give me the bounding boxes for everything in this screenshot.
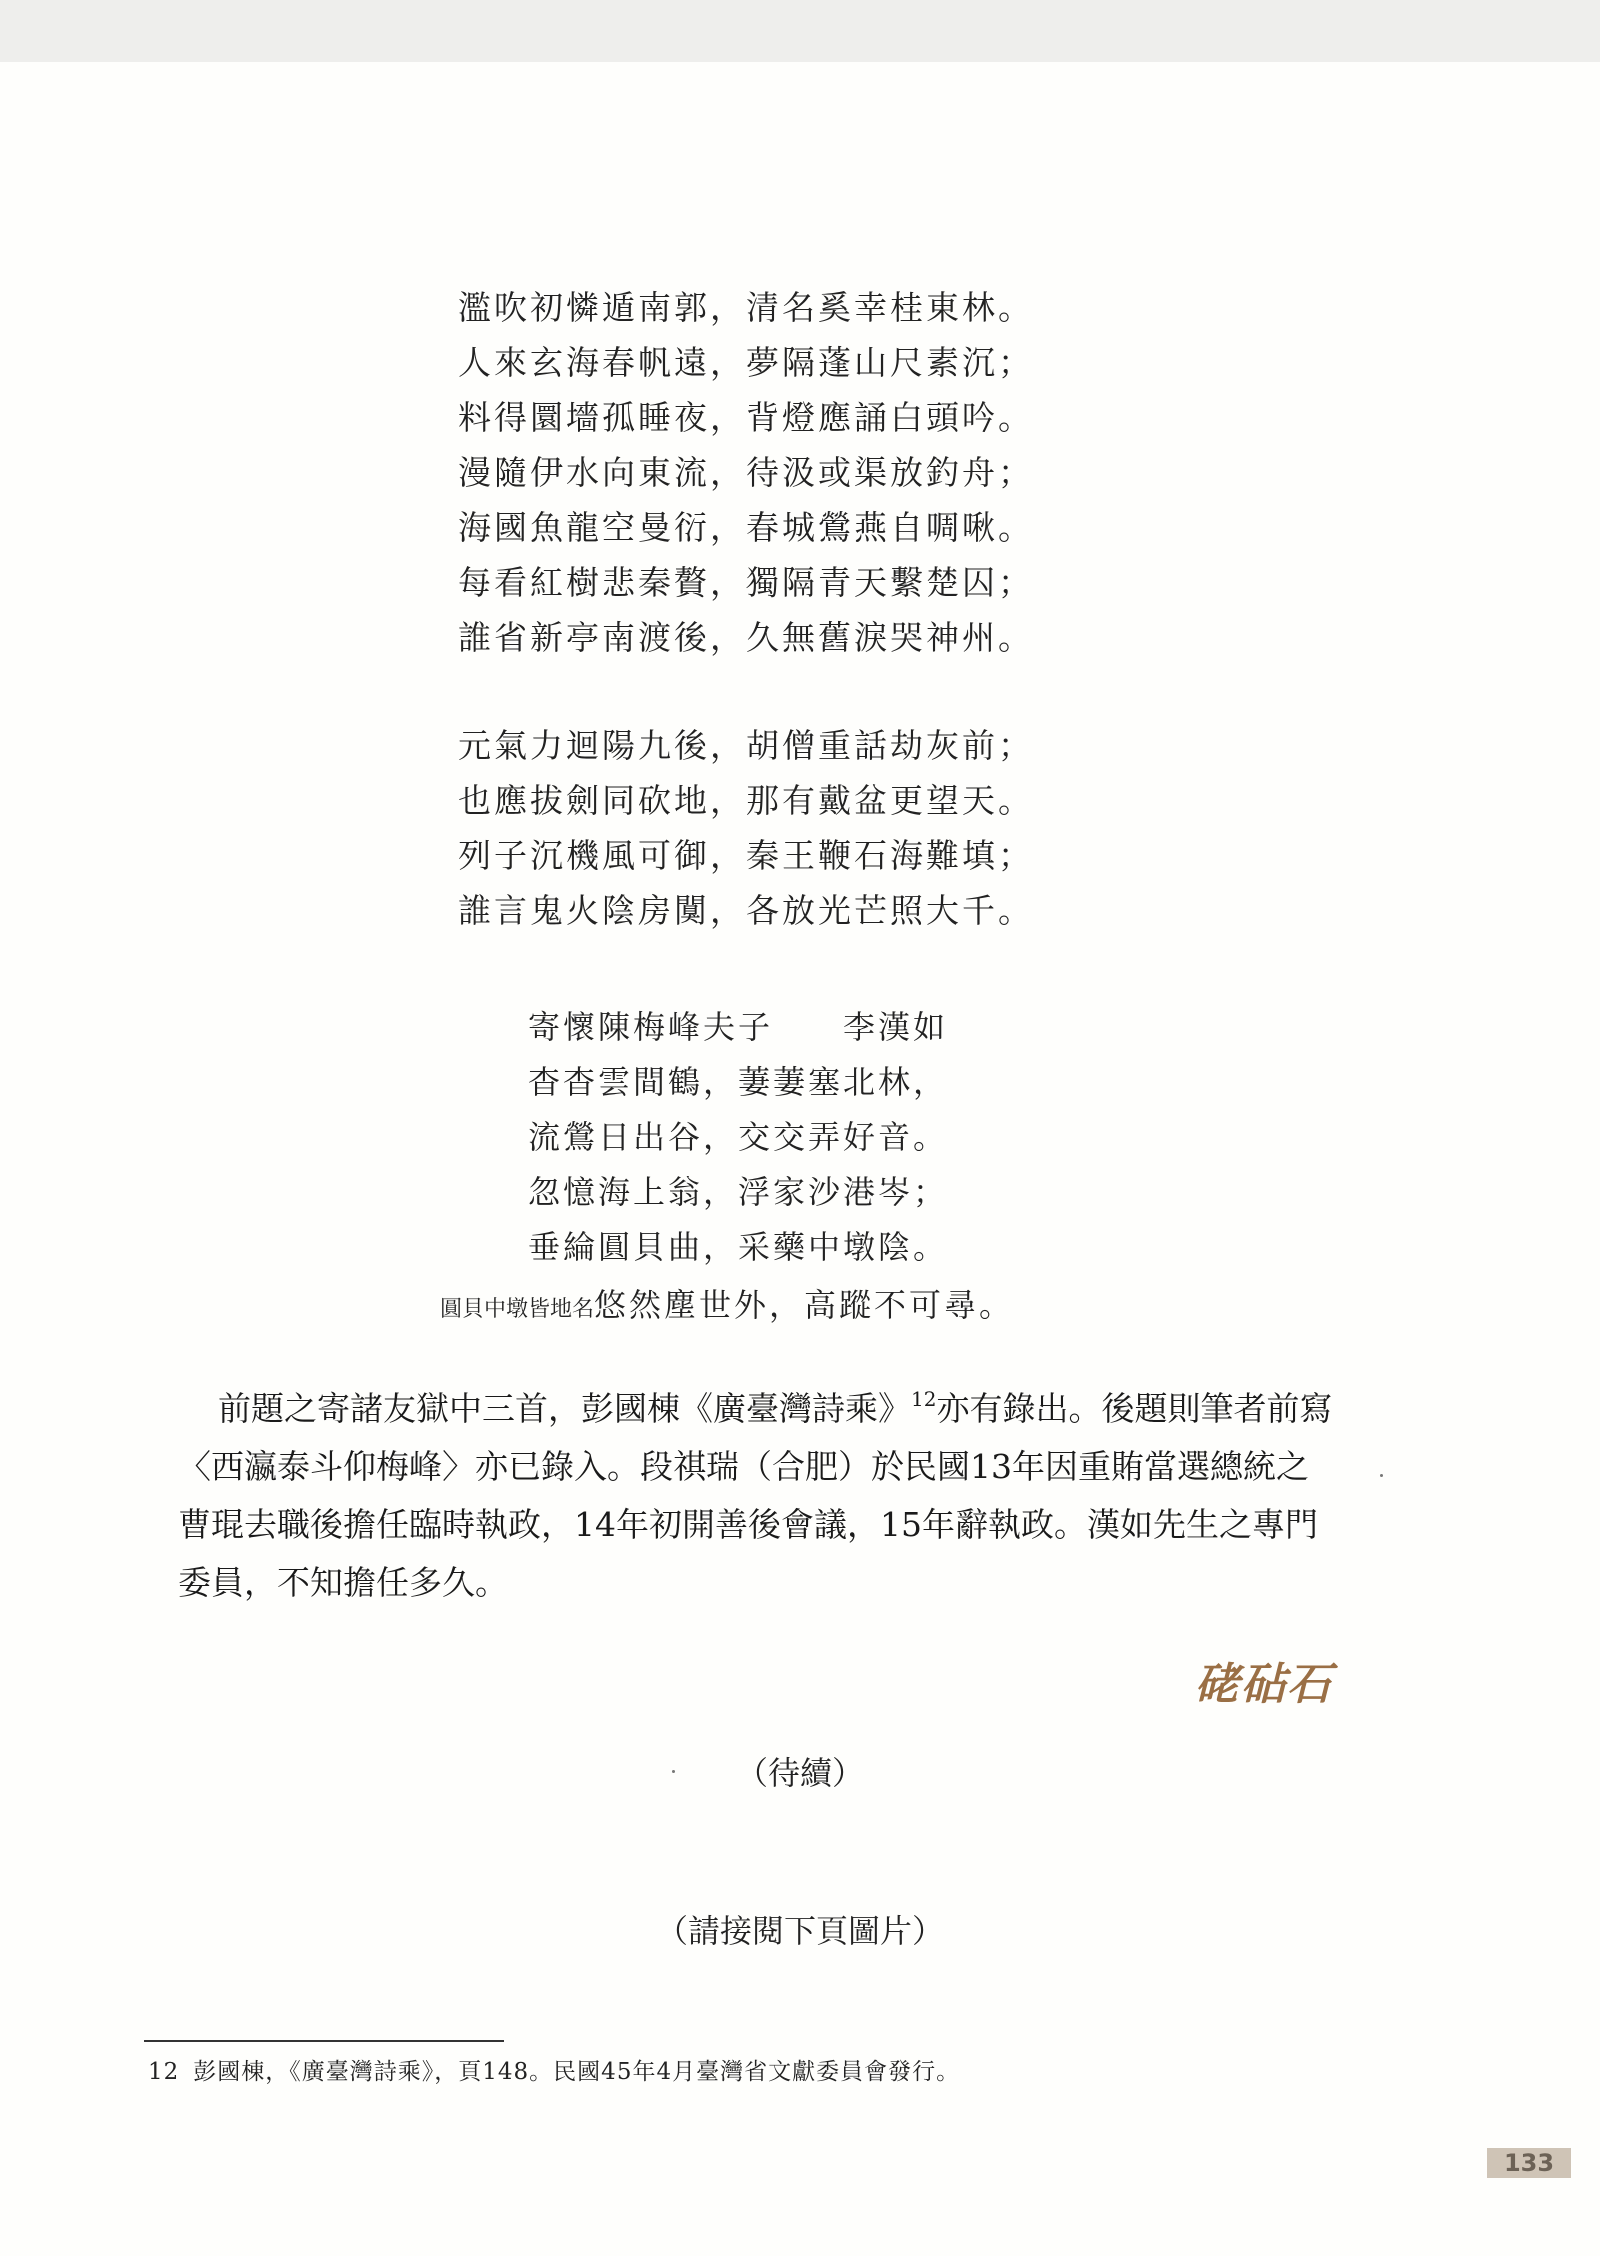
poem-line: 垂綸圓貝曲，采藥中墩陰。 [528, 1228, 949, 1266]
paragraph-text-end: 亦有錄出。後題則筆者前寫〈西瀛泰斗仰梅峰〉亦已錄入。段祺瑞（合肥）於民國13年因重賄當選總統之曹琨去職後擔任臨時執政，14年初開善後會議，15年辭執政。漢如先生之專門委員，不知擔任多久。 [178, 1389, 1333, 1602]
poem-annotation: 圓貝中墩皆地名 [440, 1297, 595, 1322]
footnote-number: 12 [148, 2059, 180, 2085]
poem-title-row [528, 1000, 948, 1055]
poem-line: 元氣力迴陽九後，胡僧重話劫灰前； [458, 726, 1034, 765]
footnote [148, 2053, 960, 2086]
poem-line: 杳杳雲間鶴，萋萋塞北林， [528, 1063, 949, 1101]
poem-line: 海國魚龍空曼衍，春城鶯燕自啁啾。 [458, 508, 1034, 547]
commentary-paragraph [178, 1380, 1338, 1612]
poem-line: 也應拔劍同砍地，那有戴盆更望天。 [458, 781, 1034, 820]
see-next-page-note: （請接閱下頁圖片） [655, 1912, 944, 1950]
poem-li-hanru [528, 1000, 948, 1275]
poem-line: 漫隨伊水向東流，待汲或渠放釣舟； [458, 453, 1034, 492]
poem-last-row [440, 1280, 1014, 1326]
poem-line: 誰省新亭南渡後，久無舊淚哭神州。 [458, 618, 1034, 657]
poem-title: 寄懷陳梅峰夫子 [528, 1008, 774, 1046]
scan-speck [1380, 1474, 1383, 1477]
scan-top-band [0, 0, 1600, 62]
poem-line: 料得圜墻孤睡夜，背燈應誦白頭吟。 [458, 398, 1034, 437]
poem-line: 悠然塵世外，高蹤不可尋。 [594, 1286, 1015, 1324]
page-number: 133 [1487, 2148, 1571, 2178]
poem-line: 列子沉機風可御，秦王鞭石海難填； [458, 836, 1034, 875]
footnote-reference[interactable]: 12 [911, 1387, 937, 1411]
poem-middle [458, 718, 1034, 938]
poem-line: 每看紅樹悲秦贅，獨隔青天繫楚囚； [458, 563, 1034, 602]
paragraph-text-start: 前題之寄諸友獄中三首，彭國棟《廣臺灣詩乘》 [218, 1389, 911, 1428]
to-be-continued: （待續） [735, 1754, 864, 1792]
poem-top [458, 280, 1034, 665]
poem-author: 李漢如 [843, 1008, 949, 1046]
footnote-divider [144, 2040, 504, 2042]
poem-line: 流鶯日出谷，交交弄好音。 [528, 1118, 949, 1156]
footnote-text: 彭國棟，《廣臺灣詩乘》，頁148。民國45年4月臺灣省文獻委員會發行。 [193, 2059, 961, 2085]
poem-line: 濫吹初憐遁南郭，清名奚幸桂東林。 [458, 288, 1034, 327]
paragraph [178, 1380, 1338, 1612]
poem-line: 誰言鬼火陰房闃，各放光芒照大千。 [458, 891, 1034, 930]
poem-line: 忽憶海上翁，浮家沙港岑； [528, 1173, 949, 1211]
scan-speck [672, 1770, 675, 1773]
poem-line: 人來玄海春帆遠，夢隔蓬山尺素沉； [458, 343, 1034, 382]
author-signature: 硓砧石 [1195, 1659, 1333, 1710]
